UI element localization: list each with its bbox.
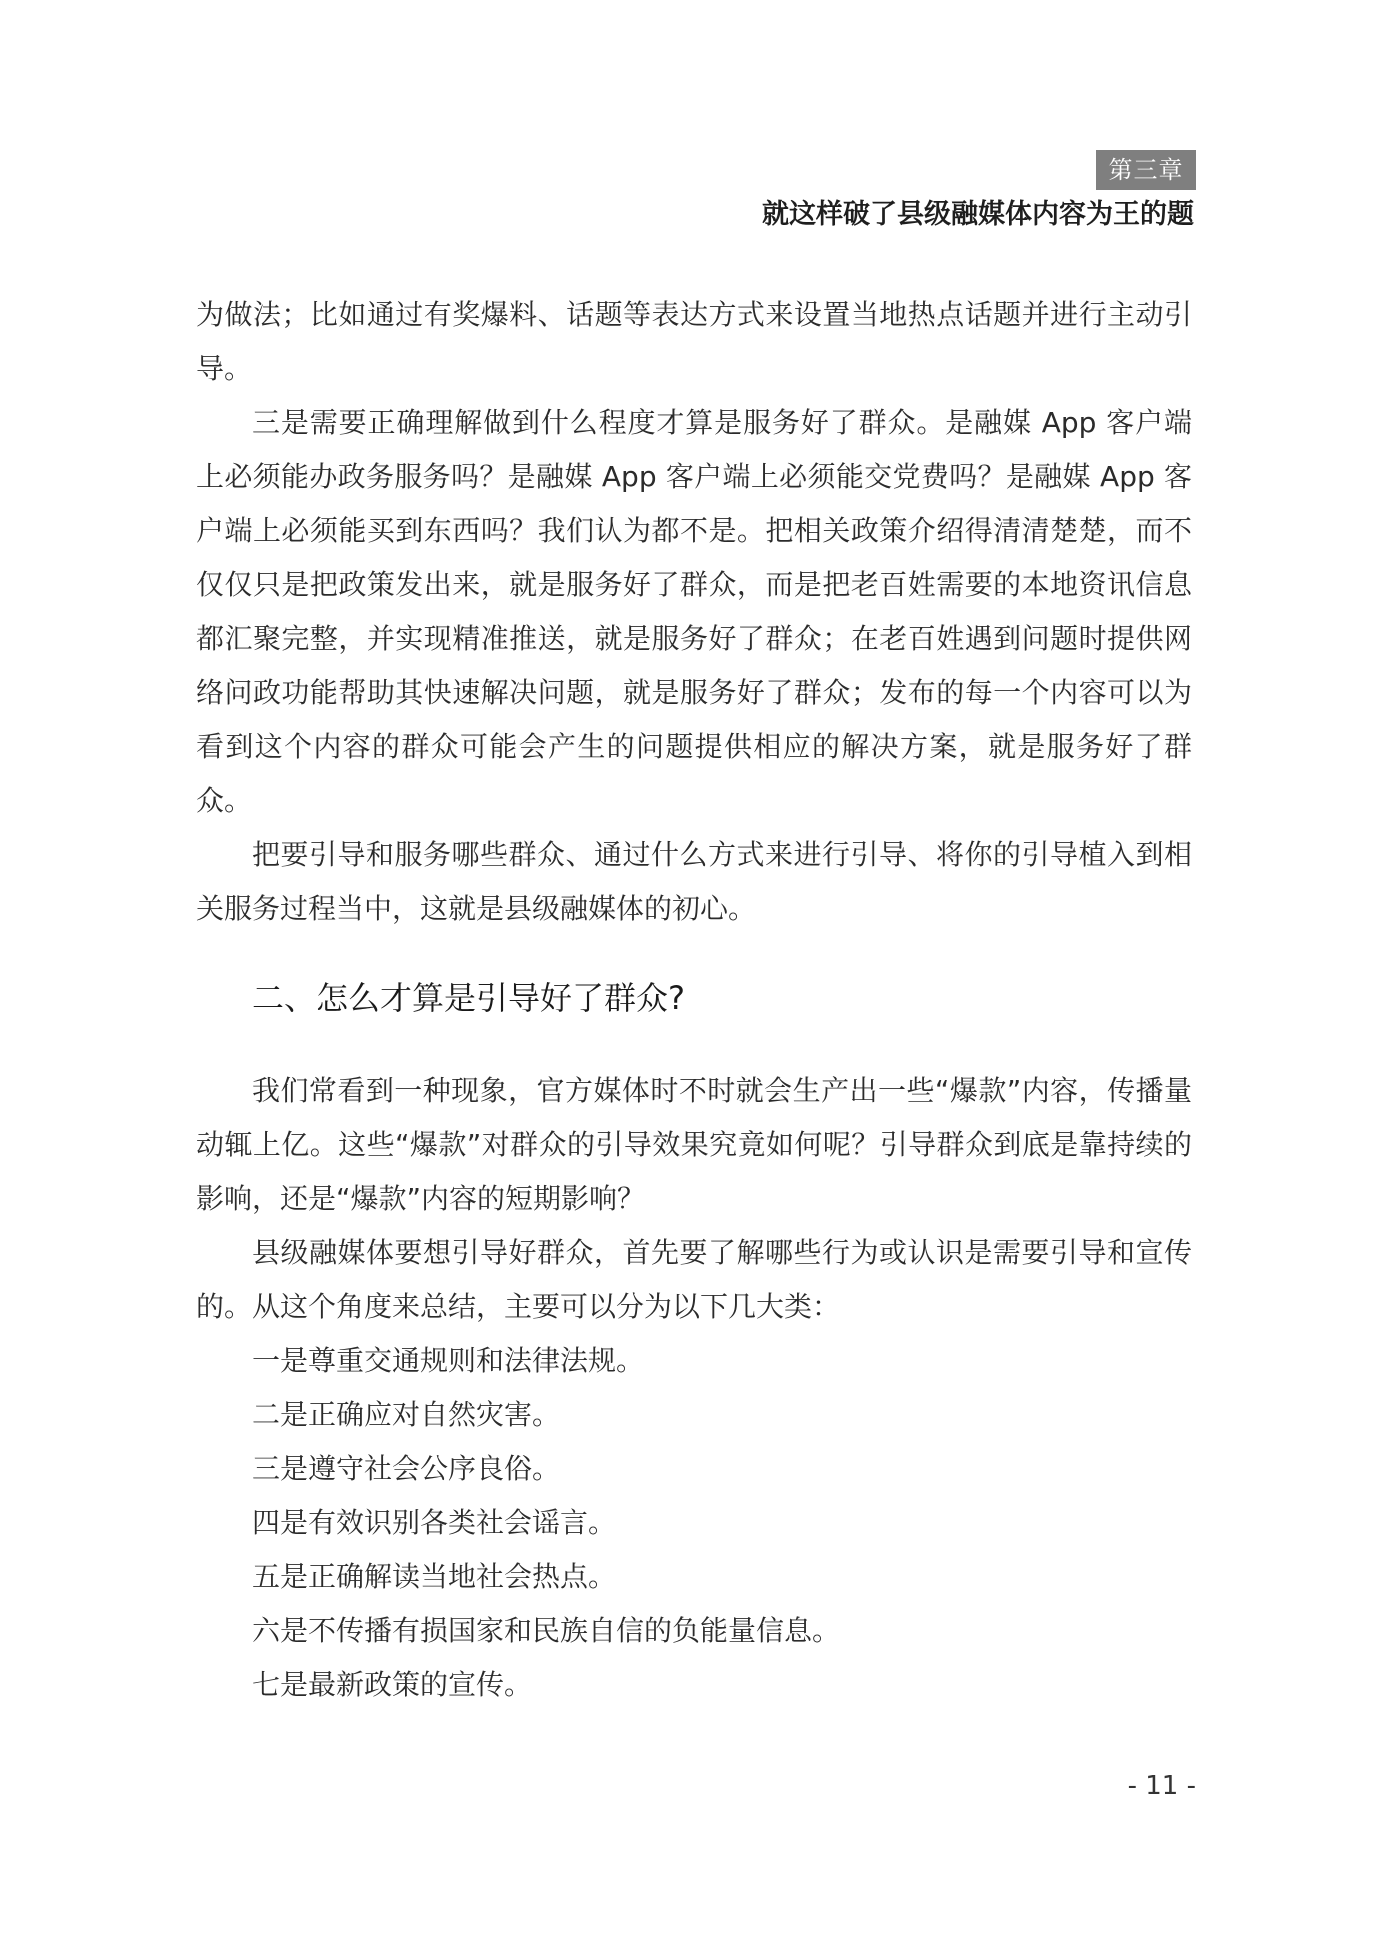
list-item: 一是尊重交通规则和法律法规。 (252, 1344, 645, 1377)
paragraph-continued: 为做法；比如通过有奖爆料、话题等表达方式来设置当地热点话题并进行主动引导。 (196, 298, 1192, 385)
list-item: 三是遵守社会公序良俗。 (252, 1452, 561, 1485)
section-heading: 二、怎么才算是引导好了群众? (252, 979, 685, 1017)
list-item: 二是正确应对自然灾害。 (252, 1398, 561, 1431)
list-item: 五是正确解读当地社会热点。 (252, 1560, 617, 1593)
chapter-title: 就这样破了县级融媒体内容为王的题 (762, 199, 1194, 230)
page-number: - 11 - (1127, 1771, 1196, 1801)
chapter-label: 第三章 (1096, 150, 1196, 190)
paragraph: 我们常看到一种现象，官方媒体时不时就会生产出一些“爆款”内容，传播量动辄上亿。这些“爆款”对群众的引导效果究竟如何呢？引导群众到底是靠持续的影响，还是“爆款”内容的短期影响？ (196, 1074, 1192, 1215)
paragraph: 县级融媒体要想引导好群众，首先要了解哪些行为或认识是需要引导和宣传的。从这个角度来总结，主要可以分为以下几大类： (196, 1236, 1192, 1323)
paragraph: 三是需要正确理解做到什么程度才算是服务好了群众。是融媒 App 客户端上必须能办政务服务吗？是融媒 App 客户端上必须能交党费吗？是融媒 App 客户端上必须能买到东西吗？我们认为都不是。把相关政策介绍得清清楚楚，而不仅仅只是把政策发出来，就是服务好了群众，而是把老百姓需要的本地资讯信息都汇聚完整，并实现精准推送，就是服务好了群众；在老百姓遇到问题时提供网络问政功能帮助其快速解决问题，就是服务好了群众；发布的每一个内容可以为看到这个内容的群众可能会产生的问题提供相应的解决方案，就是服务好了群众。 (196, 406, 1192, 817)
list-item: 四是有效识别各类社会谣言。 (252, 1506, 617, 1539)
paragraph: 把要引导和服务哪些群众、通过什么方式来进行引导、将你的引导植入到相关服务过程当中，这就是县级融媒体的初心。 (196, 838, 1192, 925)
list-item: 七是最新政策的宣传。 (252, 1668, 533, 1701)
page-body (196, 288, 1192, 1712)
list-item: 六是不传播有损国家和民族自信的负能量信息。 (252, 1614, 841, 1647)
